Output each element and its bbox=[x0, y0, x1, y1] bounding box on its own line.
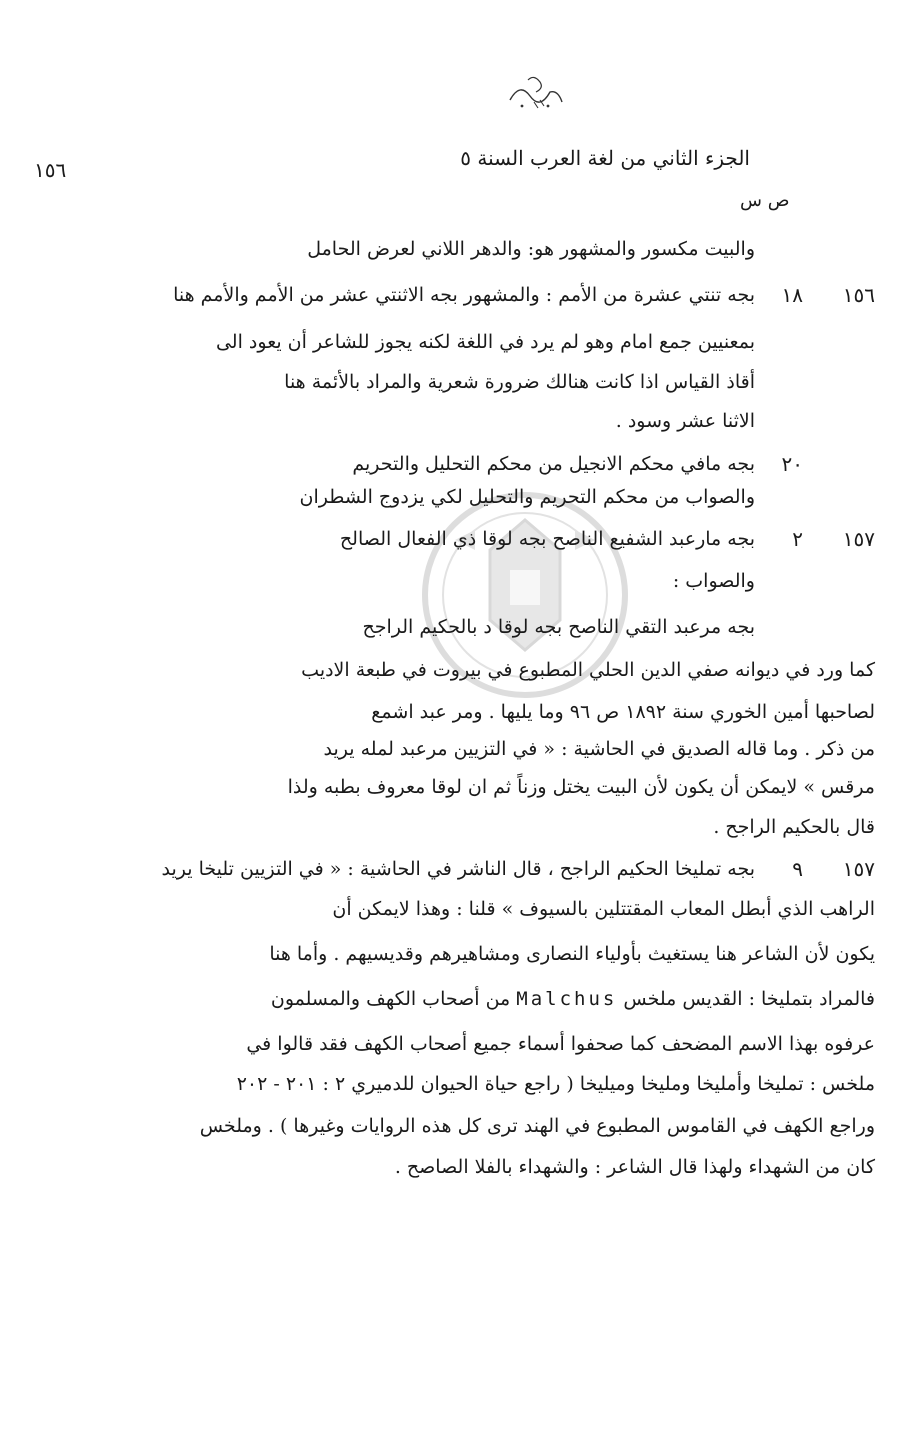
entry-4-line-7: كان من الشهداء ولهذا قال الشاعر : والشهداء بالفلا الصاصح . bbox=[394, 1156, 875, 1178]
entry-3-page-ref: ١٥٧ bbox=[842, 527, 875, 551]
entry-4-line-3-text: فالمراد بتمليخا : القديس ملخس Malchus من أصحاب الكهف والمسلمون bbox=[270, 988, 875, 1010]
entry-3-line-2: بجه مرعبد التقي الناصح بجه لوقا د بالحكيم الراجح bbox=[362, 616, 755, 638]
entry-1-line-ref: ١٨ bbox=[781, 283, 803, 307]
page-number: ١٥٦ bbox=[34, 158, 67, 182]
entry-3-line-5: من ذكر . وما قاله الصديق في الحاشية : « في التزيين مرعبد لمله يريد bbox=[323, 738, 875, 760]
entry-4-line-2: يكون لأن الشاعر هنا يستغيث بأولياء النصارى ومشاهيرهم وقديسيهم . وأما هنا bbox=[269, 943, 875, 965]
entry-2-line-ref: ٢٠ bbox=[781, 452, 803, 476]
entry-4-line-4: عرفوه بهذا الاسم المضحف كما صحفوا أسماء جميع أصحاب الكهف فقد قالوا في bbox=[246, 1033, 875, 1055]
entry-1-line-0: بجه تنتي عشرة من الأمم : والمشهور بجه الاثنتي عشر من الأمم والأمم هنا bbox=[173, 284, 755, 306]
entry-1-line-2: أقاذ القياس اذا كانت هنالك ضرورة شعرية والمراد بالأئمة هنا bbox=[284, 371, 755, 393]
column-labels: ص س bbox=[740, 190, 790, 211]
entry-1-line-3: الاثنا عشر وسود . bbox=[615, 410, 755, 432]
ornament-mark bbox=[500, 72, 570, 114]
entry-4-line-ref: ٩ bbox=[792, 857, 803, 881]
entry-3-line-7: قال بالحكيم الراجح . bbox=[713, 816, 875, 838]
entry-4-line-5: ملخس : تمليخا وأمليخا ومليخا وميليخا ( راجع حياة الحيوان للدميري ٢ : ٢٠١ - ٢٠٢ bbox=[236, 1073, 875, 1095]
entry-4-line-0: بجه تمليخا الحكيم الراجح ، قال الناشر في الحاشية : « في التزيين تليخا يريد bbox=[161, 858, 755, 880]
entry-3-line-0: بجه مارعبد الشفيع الناصح بجه لوقا ذي الفعال الصالح bbox=[339, 528, 755, 550]
entry-3-line-ref: ٢ bbox=[792, 527, 803, 551]
entry-1-page-ref: ١٥٦ bbox=[842, 283, 875, 307]
entry-2-line-1: والصواب من محكم التحريم والتحليل لكي يزدوج الشطران bbox=[299, 486, 755, 508]
entry-2-line-0: بجه مافي محكم الانجيل من محكم التحليل والتحريم bbox=[352, 453, 755, 475]
entry-3-line-4: لصاحبها أمين الخوري سنة ١٨٩٢ ص ٩٦ وما يليها . ومر عبد اشمع bbox=[371, 701, 875, 723]
entry-3-line-6: مرقس » لايمكن أن يكون لأن البيت يختل وزناً ثم ان لوقا معروف بطبه ولذا bbox=[287, 776, 875, 798]
entry-4-line-1: الراهب الذي أبطل المعاب المقتتلين بالسيوف » قلنا : وهذا لايمكن أن bbox=[332, 898, 875, 920]
entry-1-line-1: بمعنيين جمع امام وهو لم يرد في اللغة لكنه يجوز للشاعر أن يعود الى bbox=[215, 331, 755, 353]
entry-4-line-3 bbox=[271, 990, 875, 1009]
page-header-title: الجزء الثاني من لغة العرب السنة ٥ bbox=[460, 146, 750, 170]
entry-3-line-1: والصواب : bbox=[672, 570, 755, 592]
entry-4-line-6: وراجع الكهف في القاموس المطبوع في الهند ترى كل هذه الروايات وغيرها ) . وملخس bbox=[199, 1115, 875, 1137]
latin-word-malchus: Malchus bbox=[516, 988, 618, 1010]
entry-4-page-ref: ١٥٧ bbox=[842, 857, 875, 881]
entry-3-line-3: كما ورد في ديوانه صفي الدين الحلي المطبوع في بيروت في طبعة الاديب bbox=[301, 659, 875, 681]
entry-0-line-0: والبيت مكسور والمشهور هو: والدهر اللاني لعرض الحامل bbox=[307, 238, 755, 260]
